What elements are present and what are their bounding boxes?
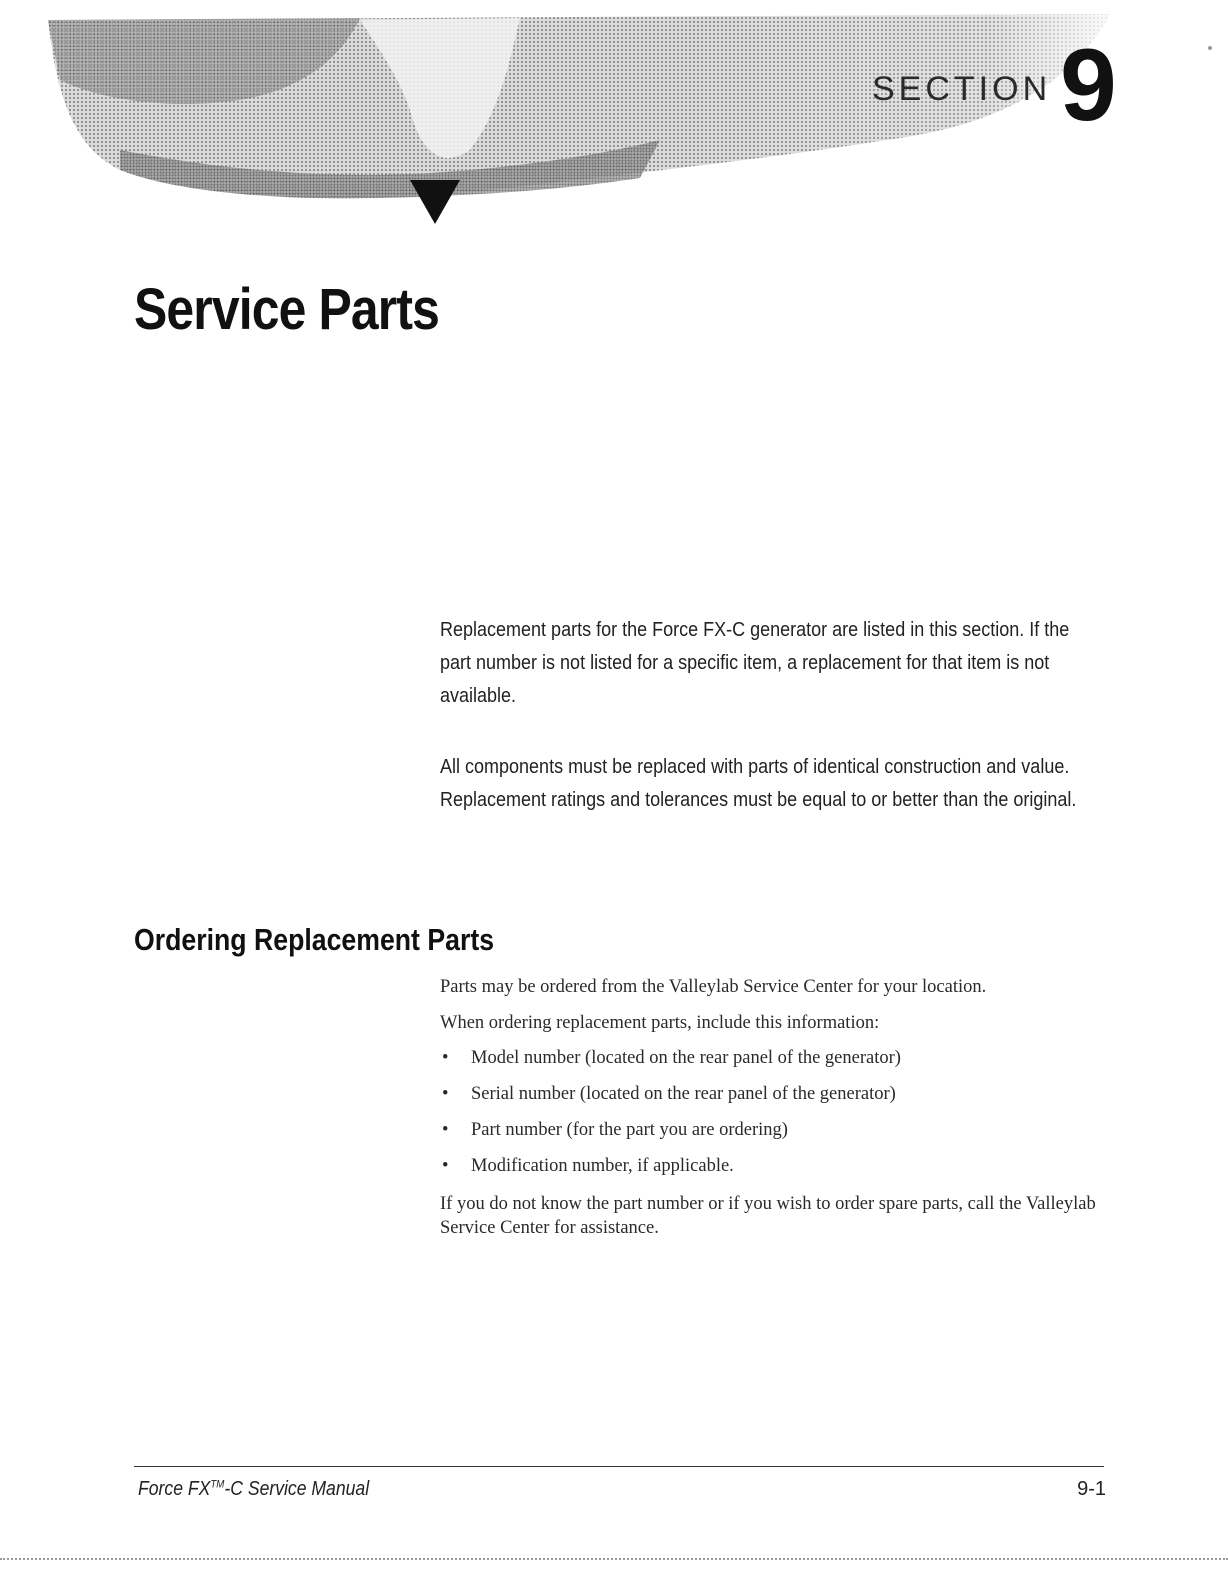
bullet-icon: • <box>442 1084 449 1104</box>
list-item <box>440 1046 1120 1082</box>
banner-graphic <box>0 0 1228 240</box>
intro-paragraph-2: All components must be replaced with parts of identical construction and value. Replacement ratings and tolerances must be equal to or better than the original. <box>440 756 1077 811</box>
footer-divider <box>134 1466 1104 1467</box>
intro-paragraph-1: Replacement parts for the Force FX-C generator are listed in this section. If the part number is not listed for a specific item, a replacement for that item is not available. <box>440 619 1070 707</box>
list-item <box>440 1118 1120 1154</box>
ordering-info-list <box>440 1046 1120 1190</box>
ordering-paragraph: Parts may be ordered from the Valleylab Service Center for your location. <box>440 977 987 997</box>
manual-name-suffix: -C Service Manual <box>224 1478 370 1500</box>
section-number: 9 <box>1060 28 1117 142</box>
section-banner <box>0 0 1228 240</box>
include-info-paragraph: When ordering replacement parts, include this information: <box>440 1013 880 1033</box>
bullet-icon: • <box>442 1156 449 1176</box>
ordering-heading: Ordering Replacement Parts <box>134 922 495 957</box>
triangle-down-icon <box>410 180 460 224</box>
scan-fleck <box>1208 46 1212 50</box>
trademark-mark: TM <box>210 1478 225 1491</box>
page-title: Service Parts <box>134 277 439 342</box>
bullet-icon: • <box>442 1120 449 1140</box>
bullet-icon: • <box>442 1048 449 1068</box>
manual-name-prefix: Force FX <box>138 1478 211 1500</box>
list-item <box>440 1082 1120 1118</box>
section-label: SECTION <box>872 70 1052 108</box>
list-item <box>440 1154 1120 1190</box>
scan-edge-line <box>0 1558 1228 1560</box>
list-item-text: Model number (located on the rear panel of the generator) <box>471 1048 901 1068</box>
page-number: 9-1 <box>1077 1478 1106 1500</box>
list-item-text: Serial number (located on the rear panel of the generator) <box>471 1084 896 1104</box>
list-item-text: Modification number, if applicable. <box>471 1156 734 1176</box>
footer-manual-title <box>138 1478 369 1501</box>
list-item-text: Part number (for the part you are ordering) <box>471 1120 788 1140</box>
closing-paragraph: If you do not know the part number or if you wish to order spare parts, call the Valleylab Service Center for assistance. <box>440 1194 1096 1238</box>
